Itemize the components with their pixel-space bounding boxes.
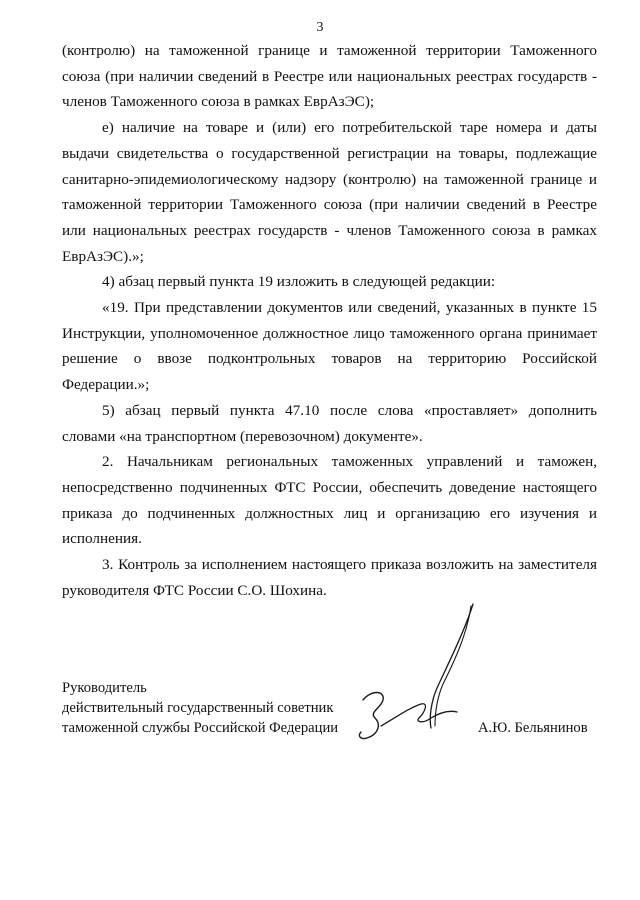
signatory-title-line-2: действительный государственный советник bbox=[62, 700, 334, 716]
paragraph-item-5: 5) абзац первый пункта 47.10 после слова «проставляет» дополнить словами «на транспортном (перевозочном) документе». bbox=[62, 401, 597, 445]
paragraph-item-e: е) наличие на товаре и (или) его потребительской таре номера и даты выдачи свидетельства о государственной регистрации на товары, подлежащие санитарно-эпидемиологическому надзору (контролю) на таможенной границе и таможенной территории Таможенного союза (при наличии сведений в Реестре или национальных реестрах государств - членов Таможенного союза в рамках ЕврАзЭС).»; bbox=[62, 119, 597, 265]
signatory-name: А.Ю. Бельянинов bbox=[478, 720, 588, 736]
signatory-title-line-1: Руководитель bbox=[62, 680, 147, 696]
signature-block bbox=[62, 678, 597, 738]
paragraph-quote-19: «19. При представлении документов или сведений, указанных в пункте 15 Инструкции, уполномоченное должностное лицо таможенного органа принимает решение о ввозе подконтрольных товаров на территорию Российской Федерации.»; bbox=[62, 299, 597, 394]
paragraph-point-2: 2. Начальникам региональных таможенных управлений и таможен, непосредственно подчиненных ФТС России, обеспечить доведение настоящего приказа до подчиненных должностных лиц и организацию его изучения и исполнения. bbox=[62, 453, 597, 548]
paragraph-point-3: 3. Контроль за исполнением настоящего приказа возложить на заместителя руководителя ФТС России С.О. Шохина. bbox=[62, 556, 597, 599]
page-number: 3 bbox=[316, 20, 324, 35]
paragraph-continuation: (контролю) на таможенной границе и таможенной территории Таможенного союза (при наличии сведений в Реестре или национальных реестрах государств - членов Таможенного союза в рамках ЕврАзЭС); bbox=[62, 42, 597, 111]
paragraph-item-4: 4) абзац первый пункта 19 изложить в следующей редакции: bbox=[102, 273, 496, 291]
signatory-title-line-3: таможенной службы Российской Федерации bbox=[62, 720, 339, 736]
document-body bbox=[62, 38, 597, 603]
